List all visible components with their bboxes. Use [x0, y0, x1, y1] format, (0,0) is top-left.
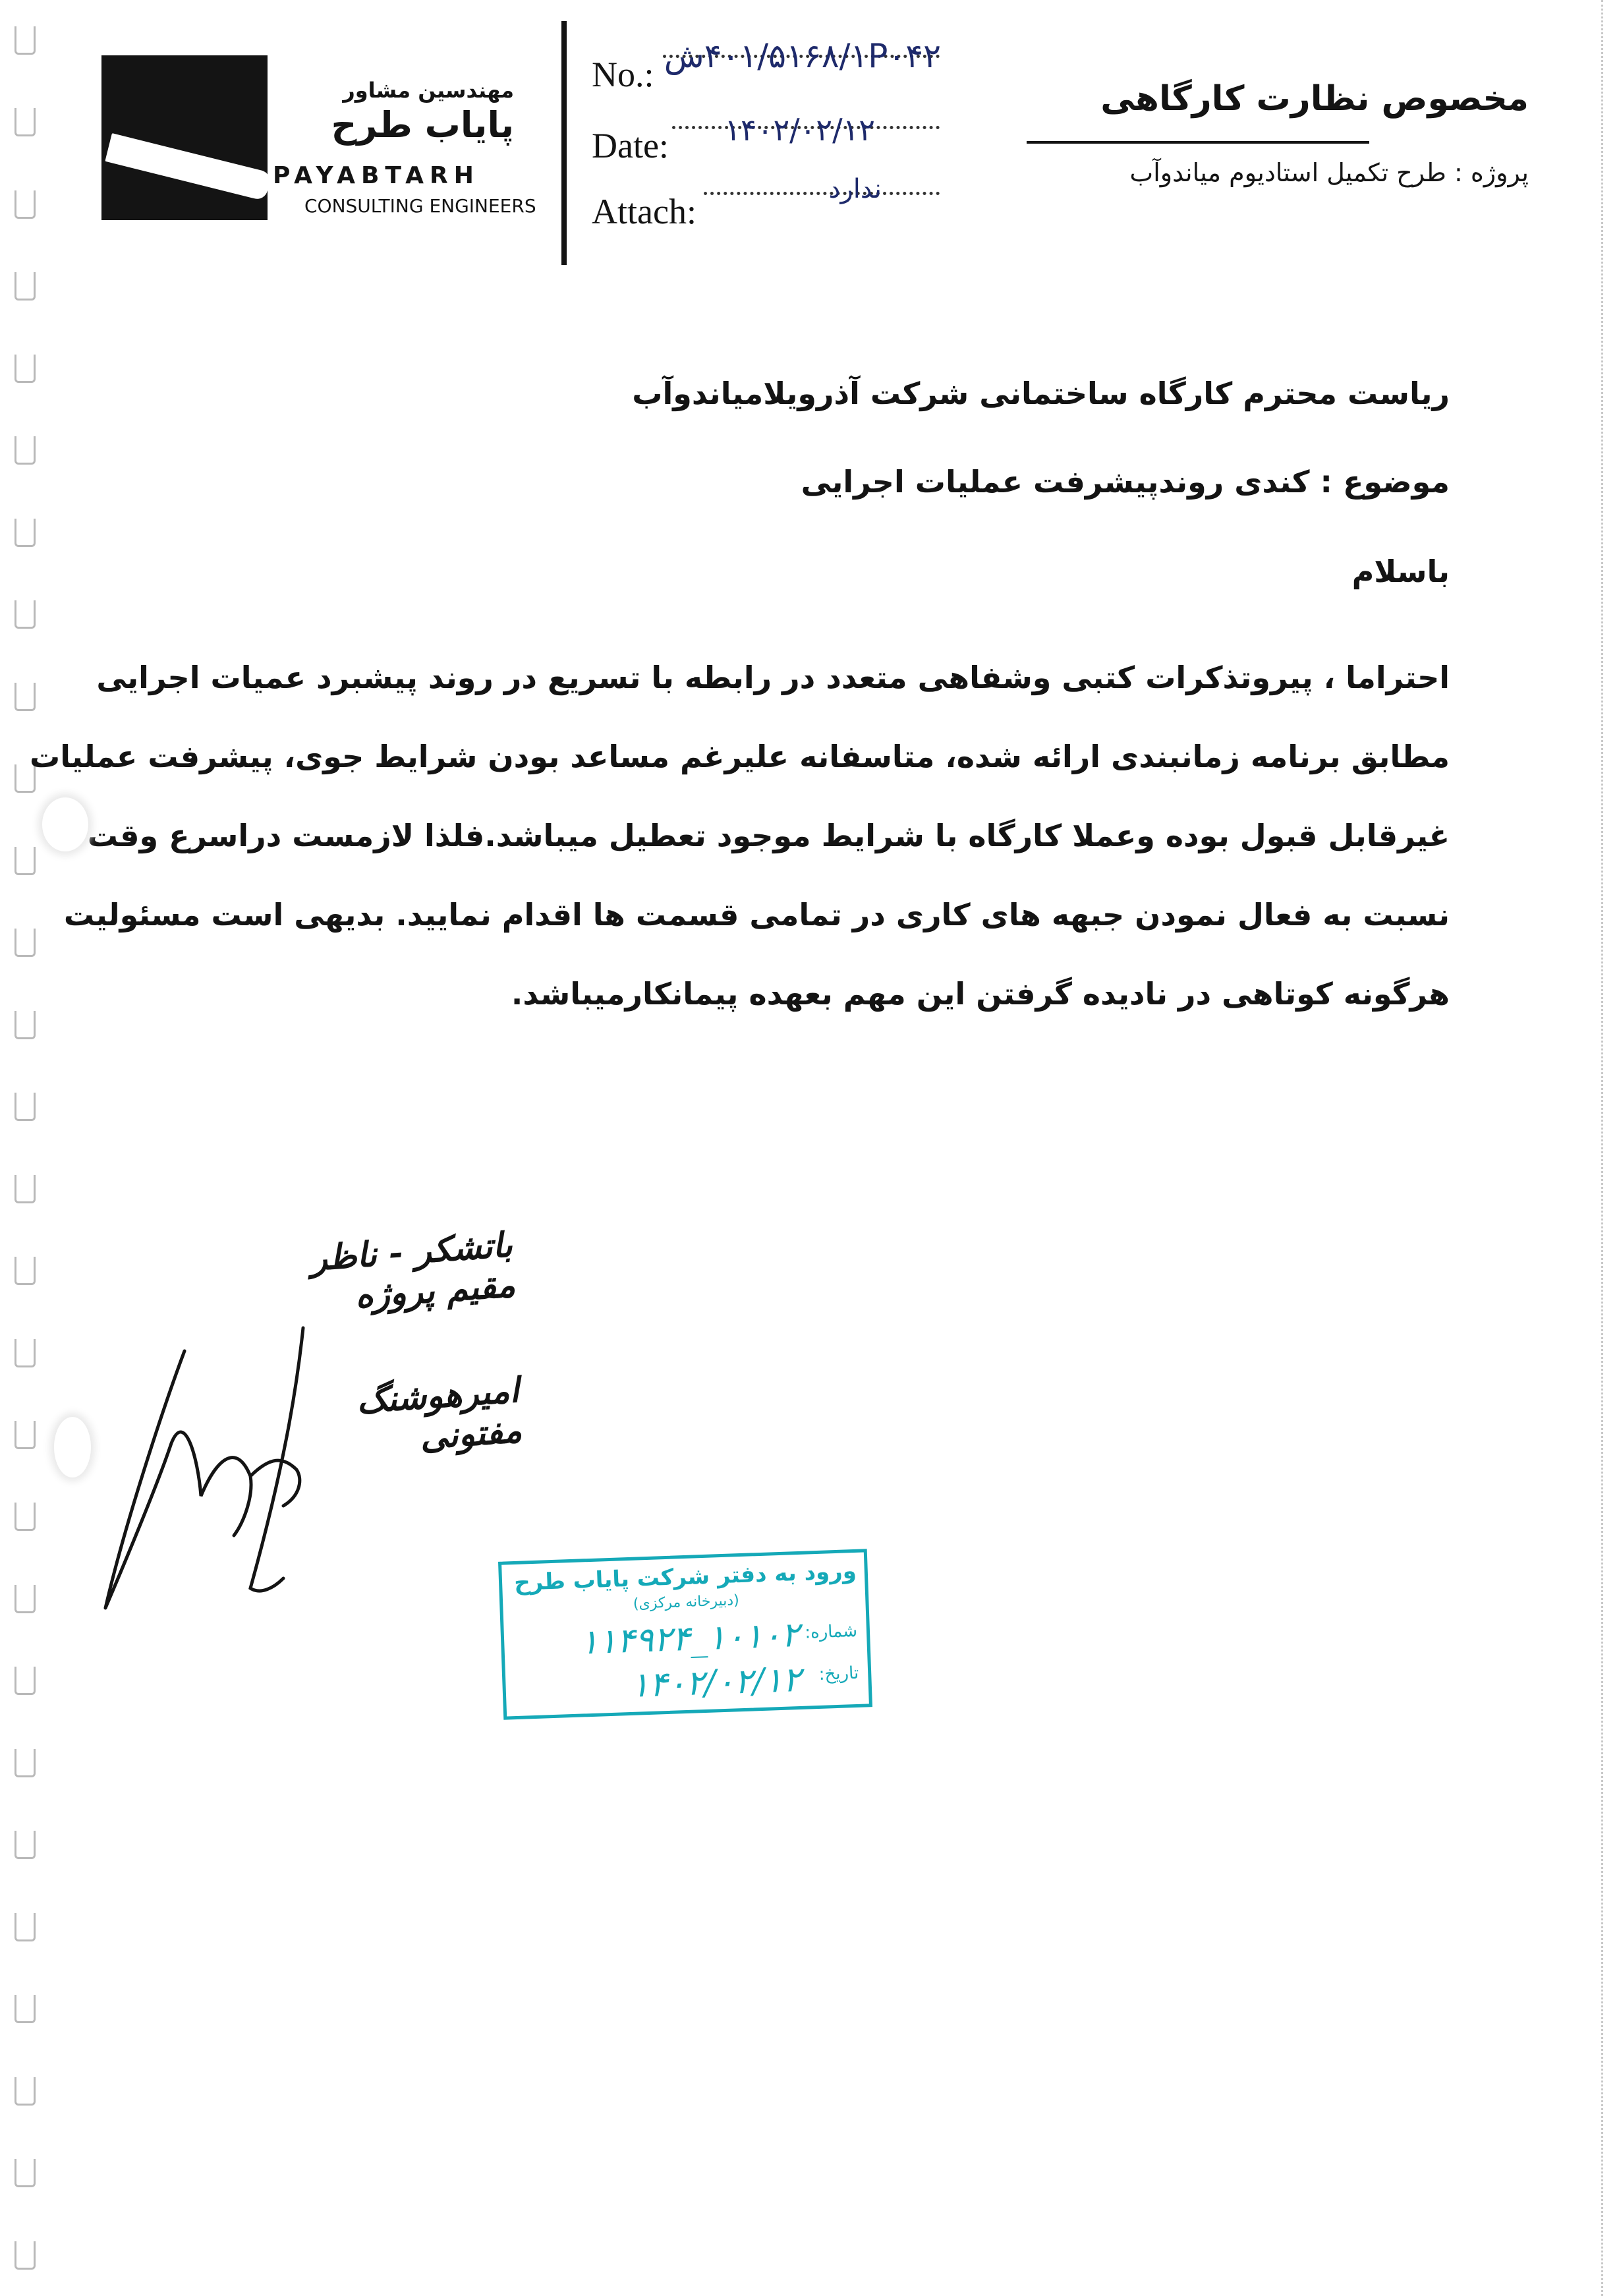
date-label: Date: — [592, 126, 669, 165]
paper-smudge — [54, 1417, 91, 1478]
logo-english-name: PAYABTARH — [273, 162, 480, 189]
binding-hole — [14, 1175, 36, 1203]
logo-stripe — [105, 133, 271, 201]
binding-hole — [14, 1667, 36, 1695]
letter-addressee: ریاست محترم کارگاه ساختمانی شرکت آذرویلامیاندوآب — [632, 376, 1450, 411]
number-value: ۴۰۱/۵۱۶۸/۱P۰۴۲ش — [664, 37, 941, 75]
stamp-number-label: شماره: — [804, 1621, 858, 1643]
stamp-title: ورود به دفتر شرکت پایاب طرح — [513, 1557, 857, 1597]
binding-hole — [14, 1011, 36, 1039]
stamp-subtitle: (دبیرخانه مرکزی) — [633, 1592, 740, 1613]
title-underline — [1027, 141, 1369, 144]
body-line: احتراما ، پیروتذکرات کتبی وشفاهی متعدد در رابطه با تسریع در روند پیشبرد عمیات اجرایی — [96, 660, 1450, 695]
binding-hole — [14, 108, 36, 136]
stamp-date-label: تاریخ: — [818, 1663, 859, 1684]
body-line: مطابق برنامه زمانبندی ارائه شده، متاسفانه علیرغم مساعد بودن شرایط جوی، پیشرفت عملیات — [29, 739, 1450, 774]
binding-hole — [14, 2159, 36, 2187]
project-name: پروژه : طرح تکمیل استادیوم میاندوآب — [1129, 158, 1529, 187]
receipt-stamp — [498, 1549, 872, 1719]
logo-persian-subtitle: مهندسین مشاور — [343, 78, 514, 103]
binding-hole — [14, 190, 36, 219]
letter-body — [29, 638, 1450, 1033]
body-line: نسبت به فعال نمودن جبهه های کاری در تمامی قسمت ها اقدام نمایید. بدیهی است مسئولیت — [63, 897, 1450, 933]
number-label: No.: — [592, 55, 654, 94]
binding-hole — [14, 1749, 36, 1777]
binding-hole — [14, 1503, 36, 1531]
binding-hole — [14, 683, 36, 711]
binding-hole — [14, 600, 36, 629]
document-title: مخصوص نظارت کارگاهی — [1100, 79, 1529, 119]
body-line: غیرقابل قبول بوده وعملا کارگاه با شرایط موجود تعطیل میباشد.فلذا لازمست دراسرع وقت — [87, 818, 1450, 853]
header-divider — [561, 21, 567, 265]
page-edge — [1601, 0, 1607, 2296]
letter-subject: موضوع : کندی روندپیشرفت عملیات اجرایی — [801, 464, 1450, 500]
binding-hole — [14, 355, 36, 383]
binding-hole — [14, 2077, 36, 2106]
signer-name: امیرهوشنگ مفتونی — [355, 1369, 523, 1458]
closing-thanks: باتشکر - ناظر مقیم پروژه — [309, 1224, 517, 1316]
handwritten-signature — [86, 1325, 343, 1621]
binding-hole — [14, 1257, 36, 1285]
attach-label: Attach: — [592, 192, 696, 231]
binding-hole — [14, 1421, 36, 1449]
binding-hole — [14, 519, 36, 547]
binding-hole — [14, 929, 36, 957]
binding-hole — [14, 2241, 36, 2270]
logo-persian-name: پایاب طرح — [331, 104, 514, 146]
binding-hole — [14, 1831, 36, 1859]
binding-hole — [14, 1995, 36, 2023]
binding-hole — [14, 847, 36, 875]
binding-hole — [14, 1585, 36, 1613]
stamp-date-value: ۱۴۰۲/۰۲/۱۲ — [630, 1659, 802, 1706]
letter-greeting: باسلام — [1351, 554, 1450, 589]
binding-holes — [14, 0, 41, 2296]
stamp-number-value: ۱۰۱۰۲_۱۱۴۹۲۴ — [579, 1615, 801, 1663]
binding-hole — [14, 272, 36, 301]
company-logo-mark — [101, 55, 268, 220]
binding-hole — [14, 436, 36, 465]
binding-hole — [14, 1339, 36, 1367]
attach-value: ندارد — [828, 174, 882, 204]
binding-hole — [14, 1093, 36, 1121]
logo-english-subtitle: CONSULTING ENGINEERS — [304, 195, 536, 217]
body-line: هرگونه کوتاهی در نادیده گرفتن این مهم بعهده پیمانکارمیباشد. — [511, 976, 1450, 1012]
binding-hole — [14, 1913, 36, 1941]
paper-smudge — [42, 797, 88, 851]
binding-hole — [14, 26, 36, 55]
date-value: ۱۴۰۲/۰۲/۱۲ — [724, 112, 875, 148]
